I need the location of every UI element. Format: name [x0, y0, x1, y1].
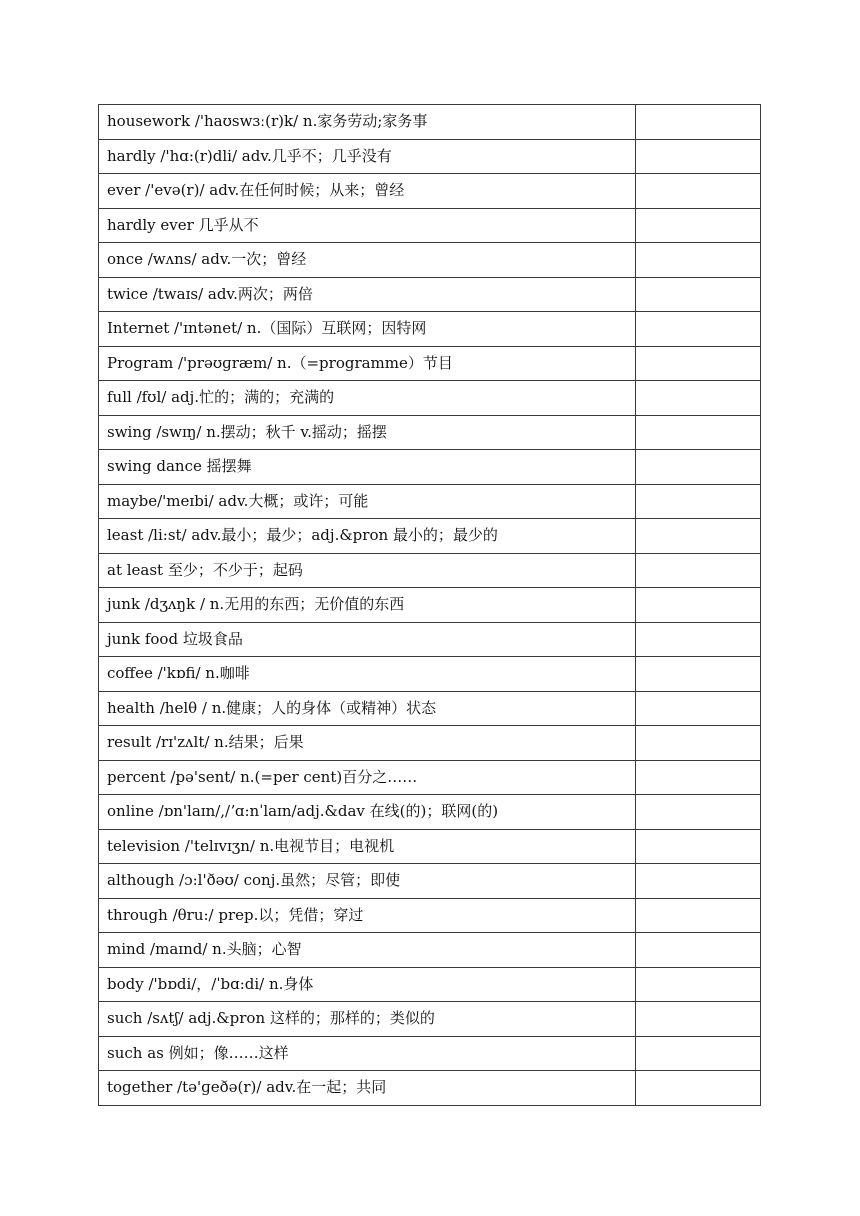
vocabulary-entry: result /rɪ'zʌlt/ n.结果；后果 [99, 726, 636, 761]
vocabulary-entry: body /'bɒdi/，/ˈbɑ:di/ n.身体 [99, 967, 636, 1002]
vocabulary-row [99, 622, 761, 657]
vocabulary-row [99, 760, 761, 795]
vocabulary-entry: percent /pə'sent/ n.(=per cent)百分之…… [99, 760, 636, 795]
vocabulary-entry: least /li:st/ adv.最小；最少；adj.&pron 最小的；最少的 [99, 519, 636, 554]
vocabulary-entry: junk food 垃圾食品 [99, 622, 636, 657]
vocabulary-entry: swing /swɪŋ/ n.摆动；秋千 v.摇动；摇摆 [99, 415, 636, 450]
vocabulary-row [99, 174, 761, 209]
vocabulary-row [99, 277, 761, 312]
vocabulary-row [99, 312, 761, 347]
answer-blank-cell [636, 208, 761, 243]
answer-blank-cell [636, 829, 761, 864]
vocabulary-row [99, 1071, 761, 1106]
answer-blank-cell [636, 450, 761, 485]
vocabulary-entry: maybe/'meɪbi/ adv.大概；或许；可能 [99, 484, 636, 519]
vocabulary-row [99, 450, 761, 485]
answer-blank-cell [636, 105, 761, 140]
vocabulary-entry: housework /'haʊswɜː(r)k/ n.家务劳动;家务事 [99, 105, 636, 140]
vocabulary-row [99, 967, 761, 1002]
answer-blank-cell [636, 415, 761, 450]
vocabulary-entry: twice /twaɪs/ adv.两次；两倍 [99, 277, 636, 312]
vocabulary-entry: together /tə'ɡeðə(r)/ adv.在一起；共同 [99, 1071, 636, 1106]
answer-blank-cell [636, 864, 761, 899]
vocabulary-row [99, 105, 761, 140]
vocabulary-row [99, 519, 761, 554]
vocabulary-entry: health /helθ / n.健康；人的身体（或精神）状态 [99, 691, 636, 726]
answer-blank-cell [636, 622, 761, 657]
answer-blank-cell [636, 277, 761, 312]
vocabulary-row [99, 484, 761, 519]
vocabulary-entry: full /fʊl/ adj.忙的；满的；充满的 [99, 381, 636, 416]
answer-blank-cell [636, 691, 761, 726]
vocabulary-row [99, 691, 761, 726]
answer-blank-cell [636, 243, 761, 278]
vocabulary-entry: junk /dʒʌŋk / n.无用的东西；无价值的东西 [99, 588, 636, 623]
vocabulary-row [99, 346, 761, 381]
answer-blank-cell [636, 1071, 761, 1106]
answer-blank-cell [636, 795, 761, 830]
answer-blank-cell [636, 484, 761, 519]
vocabulary-row [99, 864, 761, 899]
vocabulary-entry: hardly ever 几乎从不 [99, 208, 636, 243]
vocabulary-entry: Internet /'ɪntənet/ n.（国际）互联网；因特网 [99, 312, 636, 347]
vocabulary-row [99, 588, 761, 623]
vocabulary-row [99, 208, 761, 243]
answer-blank-cell [636, 519, 761, 554]
answer-blank-cell [636, 174, 761, 209]
vocabulary-entry: television /'telɪvɪʒn/ n.电视节目；电视机 [99, 829, 636, 864]
vocabulary-row [99, 1002, 761, 1037]
vocabulary-row [99, 415, 761, 450]
vocabulary-entry: once /wʌns/ adv.一次；曾经 [99, 243, 636, 278]
vocabulary-entry: ever /'evə(r)/ adv.在任何时候；从来；曾经 [99, 174, 636, 209]
vocabulary-table-body [99, 105, 761, 1106]
vocabulary-entry: at least 至少；不少于；起码 [99, 553, 636, 588]
vocabulary-entry: swing dance 摇摆舞 [99, 450, 636, 485]
answer-blank-cell [636, 1036, 761, 1071]
vocabulary-entry: online /ɒn'laɪn/,/ʼɑ:nˈlaɪn/adj.&dav 在线(的)；联网(的) [99, 795, 636, 830]
vocabulary-row [99, 1036, 761, 1071]
vocabulary-row [99, 243, 761, 278]
vocabulary-row [99, 898, 761, 933]
vocabulary-row [99, 726, 761, 761]
answer-blank-cell [636, 553, 761, 588]
answer-blank-cell [636, 139, 761, 174]
vocabulary-row [99, 795, 761, 830]
vocabulary-row [99, 139, 761, 174]
answer-blank-cell [636, 726, 761, 761]
answer-blank-cell [636, 898, 761, 933]
vocabulary-row [99, 657, 761, 692]
vocabulary-table [98, 104, 761, 1106]
vocabulary-entry: such as 例如；像……这样 [99, 1036, 636, 1071]
vocabulary-entry: hardly /'hɑ:(r)dli/ adv.几乎不；几乎没有 [99, 139, 636, 174]
vocabulary-entry: mind /maɪnd/ n.头脑；心智 [99, 933, 636, 968]
answer-blank-cell [636, 312, 761, 347]
vocabulary-entry: coffee /'kɒfi/ n.咖啡 [99, 657, 636, 692]
answer-blank-cell [636, 346, 761, 381]
vocabulary-row [99, 829, 761, 864]
answer-blank-cell [636, 588, 761, 623]
answer-blank-cell [636, 760, 761, 795]
answer-blank-cell [636, 657, 761, 692]
vocabulary-row [99, 381, 761, 416]
vocabulary-row [99, 933, 761, 968]
answer-blank-cell [636, 1002, 761, 1037]
answer-blank-cell [636, 967, 761, 1002]
answer-blank-cell [636, 933, 761, 968]
vocabulary-entry: Program /'prəʊɡræm/ n.（=programme）节目 [99, 346, 636, 381]
vocabulary-entry: such /sʌtʃ/ adj.&pron 这样的；那样的；类似的 [99, 1002, 636, 1037]
vocabulary-entry: although /ɔ:l'ðəʊ/ conj.虽然；尽管；即使 [99, 864, 636, 899]
vocabulary-entry: through /θru:/ prep.以；凭借；穿过 [99, 898, 636, 933]
answer-blank-cell [636, 381, 761, 416]
vocabulary-row [99, 553, 761, 588]
